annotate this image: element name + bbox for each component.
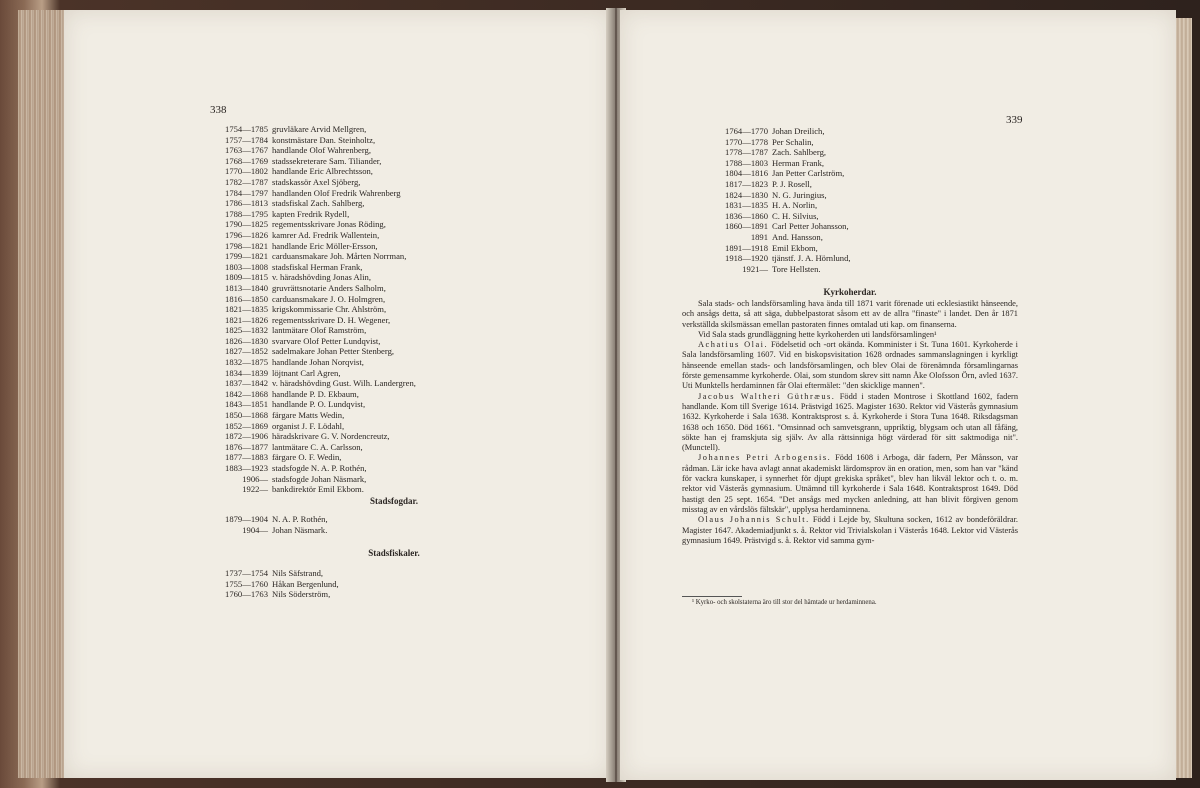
list-entry bbox=[214, 357, 416, 368]
entry-years: 1784—1797 bbox=[225, 187, 268, 198]
entry-years: 1832—1875 bbox=[225, 357, 268, 368]
entry-name: stadsfogde N. A. P. Rothén, bbox=[272, 463, 367, 473]
list-entry bbox=[214, 262, 416, 273]
entry-name: Per Schalin, bbox=[772, 136, 814, 147]
entry-years: 1921— bbox=[742, 263, 768, 274]
entry-name: Håkan Bergenlund, bbox=[272, 578, 339, 589]
entry-name: handlande Olof Wahrenberg, bbox=[272, 145, 371, 156]
paragraph-body: Född i staden Montrose i Skottland 1602, fadern handlande. Kom till Sverige 1614. Prästvigd 1625. Magister 1630. Rektor vid Västerås gymnasium 1632. Kyrkoherde i Sala 1638. Kontraktsprost s. å. Kyrkoherde i Stora Tuna 1648. Riksdagsman 1638 och 1650. Död 1661. "Omsinnad och samvetsgrann, uppriktig, blygsam och utan all fåfäng, sökte han ej framskjuta sig själv. Av alla rättsinniga högt värderad för sitt saktmodiga nit". (Munctell). bbox=[682, 391, 1019, 453]
list-entry bbox=[214, 514, 328, 525]
entry-years: 1760—1763 bbox=[225, 589, 268, 600]
entry-years: 1837—1842 bbox=[225, 378, 268, 389]
list-entry bbox=[214, 378, 416, 389]
entry-years: 1906— bbox=[242, 473, 268, 484]
entry-name: gruvrättsnotarie Anders Salholm, bbox=[272, 282, 386, 293]
list-entry bbox=[214, 452, 416, 463]
footnote-rule bbox=[682, 596, 742, 597]
list-entry bbox=[214, 124, 416, 135]
list-entry bbox=[214, 188, 416, 199]
entry-name: krigskommissarie Chr. Ahlström, bbox=[272, 304, 387, 315]
entry-name: carduansmakare Joh. Mårten Norrman, bbox=[272, 251, 407, 262]
entry-years: 1827—1852 bbox=[225, 346, 268, 357]
kyrkoherdar-text bbox=[682, 299, 1018, 546]
page-number: 339 bbox=[1006, 114, 1023, 126]
entry-years: 1922— bbox=[242, 484, 268, 495]
list-entry bbox=[214, 336, 416, 347]
entry-name: handlande P. D. Ekbaum, bbox=[272, 388, 359, 399]
entry-years: 1852—1869 bbox=[225, 420, 268, 431]
entry-name: stadssekreterare Sam. Tiliander, bbox=[272, 155, 382, 166]
entry-name: stadsfiskal Herman Frank, bbox=[272, 261, 363, 272]
list-entry bbox=[214, 251, 416, 262]
stadsfiskaler-continued-list bbox=[720, 126, 851, 274]
list-entry bbox=[214, 145, 416, 156]
entry-years: 1755—1760 bbox=[225, 578, 268, 589]
entry-years: 1770—1778 bbox=[725, 136, 768, 147]
entry-name: H. A. Norlin, bbox=[772, 200, 818, 211]
list-entry bbox=[720, 221, 851, 232]
entry-name: Carl Petter Johansson, bbox=[772, 221, 849, 232]
office-holders-list bbox=[214, 124, 416, 495]
list-entry bbox=[214, 568, 339, 579]
paragraph: Vid Sala stads grundläggning hette kyrkoherden uti landsförsamlingen¹ bbox=[698, 329, 937, 339]
entry-name: svarvare Olof Petter Lundqvist, bbox=[272, 335, 381, 346]
entry-name: kapten Fredrik Rydell, bbox=[272, 208, 350, 219]
entry-years: 1816—1850 bbox=[225, 293, 268, 304]
entry-years: 1834—1839 bbox=[225, 367, 268, 378]
list-entry bbox=[214, 421, 416, 432]
paragraph-body: Född 1608 i Arboga, där fadern, Per Månsson, var rådman. Lär icke hava avlagt annat akademiskt lärdomsprov än en oration, men, som han var "känd för vackra kunskaper, i synnerhet för djupt grekiska språket", blev han likväl lektor och t. o. m. rektor vid Västerås gymnasium. Utnämnd till kyrkoherde i Sala 1648. Kontraktsprost 1649. Död hastigt den 25 sept. 1654. "Det ansågs med mycken anledning, att han blivit förgiven genom misstag av en vårdslös fältskär", upplysa herdaminnena. bbox=[682, 453, 1018, 514]
entry-name: C. H. Silvius, bbox=[772, 210, 819, 221]
entry-name: Emil Ekbom, bbox=[772, 242, 818, 253]
entry-years: 1763—1767 bbox=[225, 145, 268, 156]
list-entry bbox=[720, 264, 851, 275]
list-entry bbox=[214, 272, 416, 283]
entry-name: häradskrivare G. V. Nordencreutz, bbox=[272, 431, 390, 442]
list-entry bbox=[720, 179, 851, 190]
entry-name: kamrer Ad. Fredrik Wallentein, bbox=[272, 229, 380, 240]
entry-name: konstmästare Dan. Steinholtz, bbox=[272, 134, 376, 145]
list-entry bbox=[214, 589, 339, 600]
entry-name: lantmätare Olof Ramström, bbox=[272, 325, 367, 336]
entry-name: handlande P. O. Lundqvist, bbox=[272, 399, 366, 410]
list-entry bbox=[720, 200, 851, 211]
paragraph bbox=[682, 340, 1018, 391]
entry-name: lantmätare C. A. Carlsson, bbox=[272, 441, 363, 452]
entry-years: 1860—1891 bbox=[725, 221, 768, 232]
entry-years: 1798—1821 bbox=[225, 240, 268, 251]
paragraph bbox=[682, 453, 1018, 515]
stadsfiskaler-list bbox=[214, 568, 339, 600]
list-entry bbox=[214, 410, 416, 421]
list-entry bbox=[720, 243, 851, 254]
paragraph: Sala stads- och landsförsamling hava ända till 1871 varit förenade uti ecklesiastikt hänseende, och ansågs detta, så att säga, dubbelpastorat såsom ett av de allra "finaste" i landet. Den år 1871 verkställda skilsmässan emellan pastoraten finnes omtalad uti kap. om finanserna. bbox=[682, 299, 1018, 329]
entry-name: stadsfiskal Zach. Sahlberg, bbox=[272, 198, 365, 209]
entry-name: Herman Frank, bbox=[772, 157, 825, 168]
entry-years: 1764—1770 bbox=[725, 126, 768, 136]
entry-name: löjtnant Carl Agren, bbox=[272, 367, 341, 378]
entry-years: 1813—1840 bbox=[225, 282, 268, 293]
list-entry bbox=[214, 474, 416, 485]
entry-name: Nils Söderström, bbox=[272, 589, 331, 600]
entry-years: 1843—1851 bbox=[225, 399, 268, 410]
entry-name: regementsskrivare Jonas Röding, bbox=[272, 219, 386, 230]
entry-years: 1891 bbox=[750, 231, 768, 242]
list-entry bbox=[214, 431, 416, 442]
list-entry bbox=[214, 219, 416, 230]
entry-name: bankdirektör Emil Ekbom. bbox=[272, 484, 364, 495]
page-number: 338 bbox=[210, 104, 227, 116]
list-entry bbox=[720, 232, 851, 243]
person-name: Achatius Olai. bbox=[698, 340, 769, 350]
entry-years: 1891—1918 bbox=[725, 242, 768, 253]
entry-years: 1737—1754 bbox=[225, 568, 268, 578]
entry-name: stadskassör Axel Sjöberg, bbox=[272, 176, 361, 187]
list-entry bbox=[214, 177, 416, 188]
list-entry bbox=[214, 525, 328, 536]
person-name: Olaus Johannis Schult. bbox=[698, 515, 810, 525]
list-entry bbox=[214, 346, 416, 357]
entry-years: 1770—1802 bbox=[225, 166, 268, 177]
entry-years: 1831—1835 bbox=[725, 200, 768, 211]
paragraph-body: Födelsetid och -ort okända. Komminister i St. Tuna 1601. Kyrkoherde i Sala landsförsamling 1607. Vid en biskopsvisitation 1628 ordnades sammanslagningen i kyrkligt hänseende emellan stads- och landsförsamlingen, och blev Olai de förenämnda församlingarnas förste gemensamme kyrkoherde. Olai, som stundom skrev sitt namn Åke Olofsson Örn, avled 1637. Uti Munktells herdaminnen får Olai eftermälet: "den skicklige mannen". bbox=[682, 340, 1019, 391]
paragraph-body: Född i Lejde by, Skultuna socken, 1612 av bondeföräldrar. Magister 1647. Akademiadjunkt s. å. Rektor vid Trivialskolan i Västerås 1648. Lektor vid Västerås gymnasium 1649. Prästvigd s. å. Rektor vid samma gym- bbox=[682, 515, 1018, 545]
entry-years: 1872—1906 bbox=[225, 431, 268, 442]
paragraph bbox=[682, 515, 1018, 546]
entry-name: färgare O. F. Wedin, bbox=[272, 452, 342, 463]
entry-name: Johan Näsmark. bbox=[272, 524, 328, 535]
entry-years: 1788—1795 bbox=[225, 208, 268, 219]
list-entry bbox=[720, 158, 851, 169]
list-entry bbox=[214, 463, 416, 474]
entry-name: N. A. P. Rothén, bbox=[272, 514, 328, 524]
right-page bbox=[620, 10, 1176, 780]
list-entry bbox=[214, 230, 416, 241]
entry-name: stadsfogde Johan Näsmark, bbox=[272, 473, 367, 484]
entry-name: carduansmakare J. O. Holmgren, bbox=[272, 293, 386, 304]
entry-years: 1803—1808 bbox=[225, 261, 268, 272]
page-edges-left bbox=[18, 10, 66, 778]
entry-years: 1876—1877 bbox=[225, 441, 268, 452]
entry-years: 1825—1832 bbox=[225, 325, 268, 336]
entry-name: Zach. Sahlberg, bbox=[772, 147, 827, 158]
entry-years: 1904— bbox=[242, 524, 268, 535]
list-entry bbox=[214, 442, 416, 453]
entry-name: Tore Hellsten. bbox=[772, 263, 821, 274]
entry-years: 1790—1825 bbox=[225, 219, 268, 230]
entry-years: 1836—1860 bbox=[725, 210, 768, 221]
entry-years: 1786—1813 bbox=[225, 198, 268, 209]
entry-years: 1782—1787 bbox=[225, 176, 268, 187]
entry-years: 1877—1883 bbox=[225, 452, 268, 463]
entry-name: v. häradshövding Gust. Wilh. Landergren, bbox=[272, 378, 416, 389]
entry-years: 1757—1784 bbox=[225, 134, 268, 145]
stadsfogdar-list bbox=[214, 514, 328, 535]
left-page bbox=[64, 10, 612, 778]
entry-years: 1778—1787 bbox=[725, 147, 768, 158]
list-entry bbox=[720, 126, 851, 137]
entry-years: 1842—1868 bbox=[225, 388, 268, 399]
person-name: Johannes Petri Arbogensis. bbox=[698, 453, 832, 463]
list-entry bbox=[214, 156, 416, 167]
entry-years: 1754—1785 bbox=[225, 124, 268, 134]
list-entry bbox=[214, 241, 416, 252]
list-entry bbox=[214, 399, 416, 410]
entry-years: 1850—1868 bbox=[225, 410, 268, 421]
entry-years: 1824—1830 bbox=[725, 189, 768, 200]
list-entry bbox=[720, 253, 851, 264]
entry-name: Johan Dreilich, bbox=[772, 126, 825, 136]
entry-years: 1879—1904 bbox=[225, 514, 268, 524]
entry-years: 1799—1821 bbox=[225, 251, 268, 262]
entry-name: P. J. Rosell, bbox=[772, 178, 812, 189]
paragraph bbox=[682, 392, 1018, 454]
entry-years: 1883—1923 bbox=[225, 463, 268, 473]
entry-name: N. G. Juringius, bbox=[772, 189, 827, 200]
entry-name: organist J. F. Lödahl, bbox=[272, 420, 345, 431]
entry-name: sadelmakare Johan Petter Stenberg, bbox=[272, 346, 395, 357]
entry-years: 1796—1826 bbox=[225, 229, 268, 240]
entry-name: färgare Matts Wedin, bbox=[272, 410, 345, 421]
entry-name: v. häradshövding Jonas Alin, bbox=[272, 272, 371, 283]
list-entry bbox=[720, 147, 851, 158]
list-entry bbox=[720, 211, 851, 222]
entry-years: 1821—1826 bbox=[225, 314, 268, 325]
list-entry bbox=[720, 190, 851, 201]
entry-years: 1918—1920 bbox=[725, 253, 768, 264]
entry-name: gruvläkare Arvid Mellgren, bbox=[272, 124, 367, 134]
entry-years: 1809—1815 bbox=[225, 272, 268, 283]
entry-years: 1826—1830 bbox=[225, 335, 268, 346]
entry-name: handlande Johan Norqvist, bbox=[272, 357, 364, 368]
kyrkoherdar-heading: Kyrkoherdar. bbox=[823, 287, 877, 297]
list-entry bbox=[214, 304, 416, 315]
list-entry bbox=[214, 368, 416, 379]
entry-name: handlanden Olof Fredrik Wahrenberg bbox=[272, 187, 401, 198]
person-name: Jacobus Waltheri Güthræus. bbox=[698, 391, 836, 401]
list-entry bbox=[214, 579, 339, 590]
entry-years: 1768—1769 bbox=[225, 155, 268, 166]
entry-years: 1788—1803 bbox=[725, 157, 768, 168]
list-entry bbox=[214, 135, 416, 146]
entry-name: handlande Eric Albrechtsson, bbox=[272, 166, 373, 177]
list-entry bbox=[214, 315, 416, 326]
list-entry bbox=[214, 389, 416, 400]
entry-name: And. Hansson, bbox=[772, 231, 823, 242]
list-entry bbox=[214, 294, 416, 305]
entry-name: regementsskrivare D. H. Wegener, bbox=[272, 314, 391, 325]
stadsfogdar-heading: Stadsfogdar. bbox=[370, 496, 418, 506]
entry-name: tjänstf. J. A. Hörnlund, bbox=[772, 253, 851, 264]
entry-name: Nils Säfstrand, bbox=[272, 568, 324, 578]
entry-years: 1817—1823 bbox=[725, 178, 768, 189]
list-entry bbox=[214, 209, 416, 220]
list-entry bbox=[214, 283, 416, 294]
entry-years: 1821—1835 bbox=[225, 304, 268, 315]
list-entry bbox=[214, 166, 416, 177]
list-entry bbox=[214, 198, 416, 209]
list-entry bbox=[214, 325, 416, 336]
entry-years: 1804—1816 bbox=[725, 168, 768, 179]
list-entry bbox=[720, 137, 851, 148]
entry-name: Jan Petter Carlström, bbox=[772, 168, 845, 179]
footnote: ¹ Kyrko- och skolstaterna äro till stor del hämtade ur herdaminnena. bbox=[692, 599, 877, 606]
entry-name: handlande Eric Möller-Ersson, bbox=[272, 240, 378, 251]
list-entry bbox=[214, 484, 416, 495]
stadsfiskaler-heading: Stadsfiskaler. bbox=[368, 548, 420, 558]
list-entry bbox=[720, 168, 851, 179]
